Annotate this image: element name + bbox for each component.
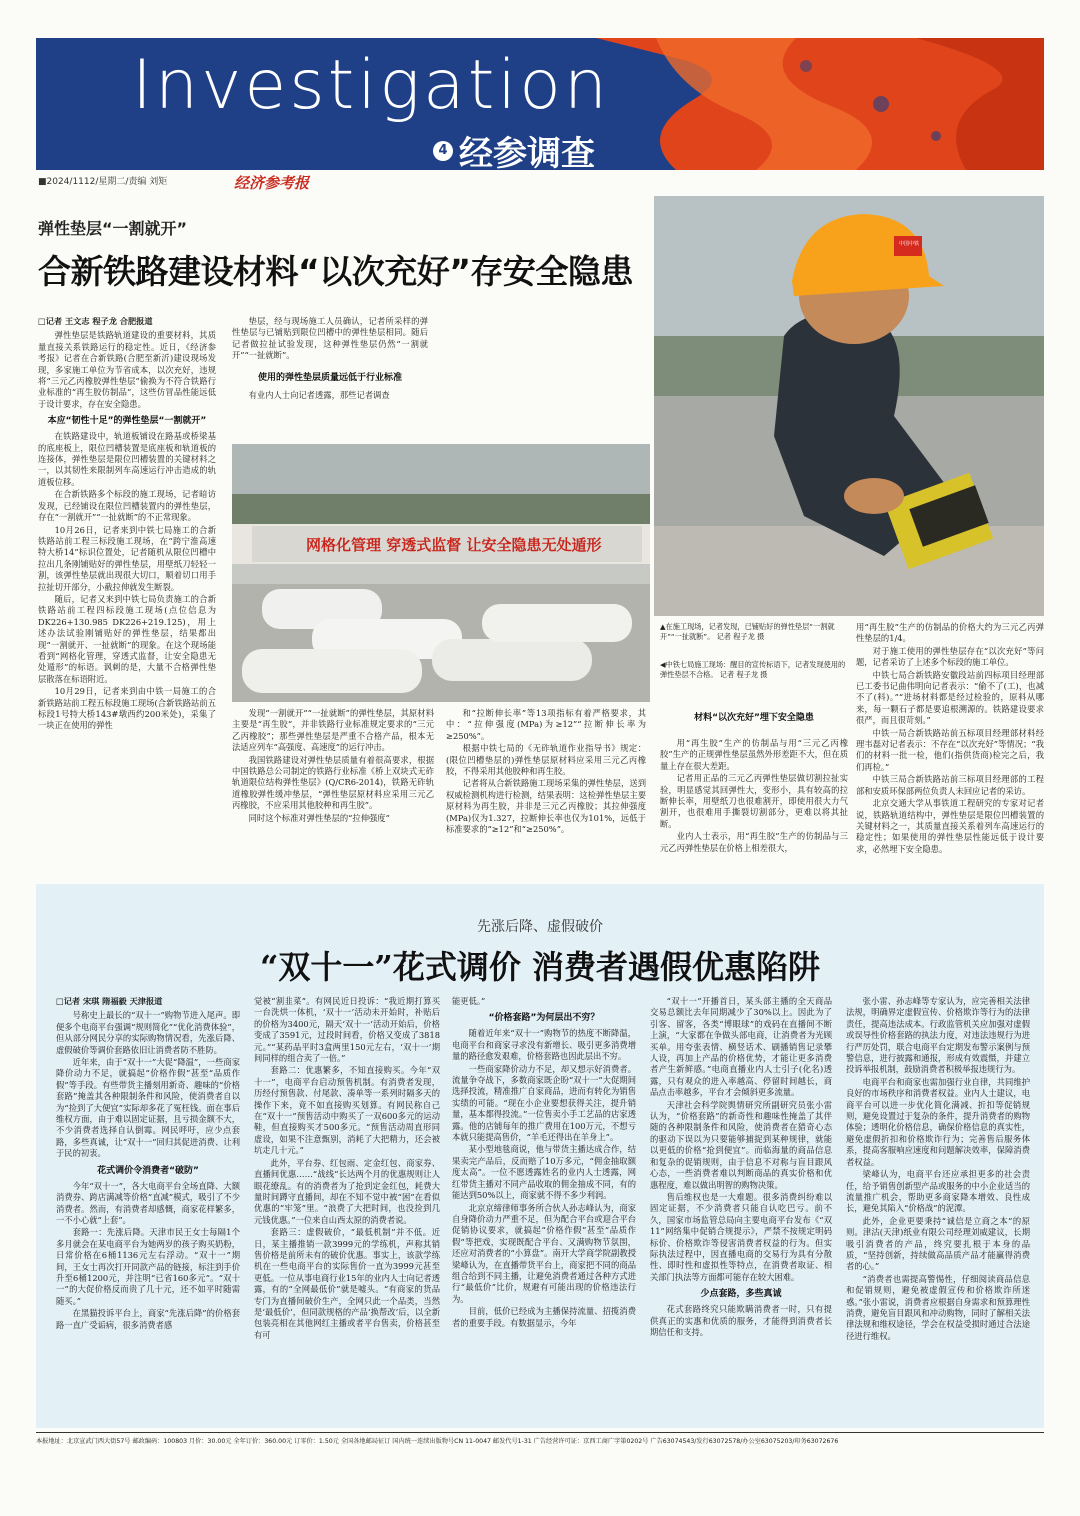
paragraph: 天津社会科学院舆情研究所副研究员张小雷认为，“价格套路”的新奇性和趣味性掩盖了其伴随的各种限制条件和风险，使消费者在猎奇心态的驱动下误以为只要能够捕捉到某种规律，就能以更低的价格“抢到便宜”。而临海量的商品信息和复杂的促销规则，由于信息不对称与盲目跟风心态，一些消费者难以判断商品的真实价格和优惠程度，难以做出明智的购物决策。: [650, 1099, 832, 1190]
article2-column-2: [254, 996, 440, 1426]
photo-banner: [232, 444, 650, 702]
article1-headline: 合新铁路建设材料“以次充好”存安全隐患: [38, 252, 633, 291]
paragraph: 对于施工使用的弹性垫层存在“以次充好”等问题，记者采访了上述多个标段的施工单位。: [856, 645, 1044, 668]
paragraph: 和“拉断伸长率”等13项指标有着严格要求，其中：“拉伸强度(MPa)为≥12”“拉断伸长率为≥250%”。: [446, 708, 646, 741]
paragraph: 随着近年来“双十一”购物节的热度不断降温，电商平台和商家寻求没有新增长、吸引更多消费增量的路径愈发艰难，价格套路也因此层出不穷。: [452, 1028, 636, 1062]
paragraph: 弹性垫层是铁路轨道建设的重要材料，其质量直接关系铁路运行的稳定性。近日，《经济参考报》记者在合新铁路(合肥至新沂)建设现场发现，多家施工单位为节省成本，以次充好，违规将“三元乙丙橡胶弹性垫层”偷换为不符合铁路行业标准的“再生胶仿制品”，这些仿冒品性能远低于设计要求，存在安全隐患。: [38, 330, 216, 409]
paragraph: 套路三：虚假破价，“最低机制”并不低。近日，某主播推销一款3999元的学练机，声称其销售价格是前所未有的破价优惠。事实上，该款学练机在一些电商平台的实际售价一直为3999元甚至更低。一位从事电商行业15年的业内人士向记者透露，有的“全网最低价”就是嘘头。“有商家的货品专门为直播间破价生产，全网只此一个品类，当然是‘最低价’，但同款规格的产品‘换帮改’后，以全新包装亮相在其他网红主播或者平台售卖，价格甚至有可: [254, 1227, 440, 1340]
article2-column-4: [650, 996, 832, 1426]
paragraph: 觉被“割韭菜”。有网民近日投诉：“我近期打算买一台洗烘一体机，‘双十一’活动未开始时，补贴后的价格为3400元，隔天‘双十一’活动开始后，价格变成了3591元，过段时间看，价格又变成了3818元。”“某药品平时3盒两里150元左右，‘双十一’期间同样的组合卖了一倍。”: [254, 996, 440, 1064]
paragraph: “消费者也需提高警惕性，仔细阅读商品信息和促销规则，避免被虚假宣传和价格欺诈所迷惑。”张小雷说，消费者应根据自身需求和预算理性消费，避免盲目跟风和冲动购物，同时了解相关法律法规和维权途径，学会在权益受损时通过合法途径进行维权。: [846, 1273, 1030, 1341]
paragraph: 梁峰认为，电商平台还应承担更多的社会责任，给予销售创新型产品或服务的中小企业适当的流量推广机会，帮助更多商家降本增效、良性成长，避免其陷入“价格战”的泥潭。: [846, 1169, 1030, 1214]
article2-headline: “双十一”花式调价 消费者遇假优惠陷阱: [260, 948, 820, 986]
paragraph: 号称史上最长的“双十一”购物节进入尾声。即便多个电商平台强调“规则简化”“优化消费体验”，但从部分网民分享的实际购物情况看，先涨后降、虚假破价等调价套路依旧让消费者防不胜防。: [56, 1010, 240, 1055]
paragraph: “双十一”开播首日，某头部主播的全天商品交易总额比去年同期减少了30%以上。因此为了引客、留客，各类“博眼球”的戏码在直播间不断上演，“大家都在争做头部电商，让消费者为光顾买单。用夸张表情、横竖话术、刷播销售记录攀人设，再加上产品的价格优势，才能让更多消费者产生新鲜感。”电商直播业内人士引子(化名)透露，只有观众的进入率越高、停留时间越长，商品点击率越多，平台才会倾斜更多流量。: [650, 996, 832, 1098]
paragraph: 10月26日，记者来到中铁七局施工的合新铁路站前工程三标段施工现场，在“跨宁淮高速特大桥14”标识位置处，记者随机从限位凹槽中拉出几条刚铺贴好的弹性垫层，用壁纸刀轻轻一割，该弹性垫层就出现很大切口，顺着切口用手拉扯切开部分，小截拉伸就发生断裂。: [38, 524, 216, 592]
paragraph: 同时这个标准对弹性垫层的“拉伸强度”: [248, 812, 390, 823]
paragraph: 我国铁路建设对弹性垫层质量有着很高要求，根据中国铁路总公司制定的铁路行业标准《桥上双块式无砟轨道限位结构弹性垫层》(Q/CR6-2014)，铁路无砟轨道橡胶弹性缓冲垫层，“弹性垫层原材料应采用三元乙丙橡胶，不应采用其他胶种和再生胶”。: [232, 754, 434, 811]
paragraph: 售后维权也是一大难题。很多消费纠纷难以固定证据，不少消费者只能自认吃巴亏。前不久，国家市场监管总局向主要电商平台发布《“双11”网络集中促销合规提示》，严禁不按规定明码标价、价格欺诈等侵害消费者权益的行为。但实际执法过程中，因直播电商的交易行为具有分散性、即时性和虚拟性等特点，在消费者取证、相关部门执法等方面都可能存在较大困难。: [650, 1191, 832, 1282]
banner-slogan: 网格化管理 穿透式监督 让安全隐患无处遁形: [306, 536, 602, 554]
paragraph: 记者将从合新铁路施工现场采集的弹性垫层，送到权威检测机构进行检测，结果表明：这检弹性垫层主要原材料为再生胶，并非是三元乙丙橡胶；其拉伸强度(MPa)仅为1.327，拉断伸长率也仅为101%，远低于标准要求的“≥12”和“≥250%”。: [446, 778, 646, 835]
paragraph: 某小型地毯商说，他与带货主播达成合作，结果卖完产品后，反而赔了10万多元，“佣金抽取额度太高”。一位不愿透露姓名的业内人士透露，网红带货主播对不同产品收取的佣金抽成不同，有的能达到50%以上，商家就不得不多少利润。: [452, 1144, 636, 1201]
article2-kicker: 先涨后降、虚假破价: [477, 919, 603, 935]
paragraph: 花式套路终究只能欺瞒消费者一时，只有提供真正的实惠和优质的服务，才能得到消费者长期信任和支持。: [650, 1304, 832, 1337]
photo-caption-2: ◀中铁七局施工现场：醒目的宣传标语下，记者发现使用的弹性垫层不合格。 记者 程子龙 摄: [660, 660, 846, 679]
paragraph: 北京京缔律师事务所合伙人孙志峰认为，商家自身降价动力严重不足，但为配合平台或迎合平台促销协议要求，就搞起“价格作假”甚至“品质作假”等把戏，实现既配合平台、又满购物节氛围，还应对消费者的“小算盘”。南开大学商学院副教授梁峰认为，在直播带货平台上，商家把不同的商品组合给到不同主播，让避免消费者通过各种方式进行“最低价”比价，规避有可能出现的价格违法行为。: [452, 1202, 636, 1304]
paragraph: 电商平台和商家也需加强行业自律，共同维护良好的市场秩序和消费者权益。业内人士建议，电商平台可以进一步优化简化满减、折扣等促销规则，避免设置过于复杂的条件，提升消费者的购物体验；透明化价格信息，确保价格信息的真实性，避免虚假折扣和价格欺诈行为；完善售后服务体系，提高客服响应速度和问题解决效率，保障消费者权益。: [846, 1076, 1030, 1167]
paragraph: 目前，低价已经成为主播保持流量、招揽消费者的重要手段。有数据显示，今年: [452, 1306, 636, 1328]
paragraph: 在铁路建设中，轨道板铺设在路基或桥梁基的底座板上，限位凹槽装置是底座板和轨道板的连接体，弹性垫层是限位凹槽装置的关键材料之一，以其韧性来限制列车高速运行冲击造成的轨道板位移。: [38, 431, 216, 487]
article2-column-3: [452, 996, 636, 1426]
article2-column-1: [56, 996, 240, 1426]
article2-byline: □记者 宋琪 隋福毅 天津报道: [56, 996, 163, 1006]
subheading: 本应“韧性十足”的弹性垫层“一割就开”: [47, 416, 207, 427]
paragraph: 中铁三局合新铁路站前三标项目经理部的工程部和安质环保部两位负责人未回应记者的采访。: [856, 774, 1044, 796]
photo-worker-art: [654, 196, 1044, 616]
subheading: 使用的弹性垫层质量远低于行业标准: [257, 372, 402, 383]
paragraph: 业内人士表示，用“再生胶”生产的仿制品与三元乙丙弹性垫层在价格上相差很大，: [660, 831, 848, 853]
paragraph: 北京交通大学从事铁道工程研究的专家对记者说，铁路轨道结构中，弹性垫层是限位凹槽装置的关键材料之一，其质量直接关系着列车高速运行的稳定性；如果使用的弹性垫层性能远低于设计要求，必然埋下安全隐患。: [856, 798, 1044, 854]
section-title: 经参调查: [459, 134, 595, 170]
footer-rule: [36, 1432, 1044, 1433]
paragraph: 近年来，由于“双十一”大促“降温”，一些商家降价动力不足，就搞起“价格作假”甚至“品质作假”等手段。有些带货主播刻用新奇、趣味的“价格套路”掩盖其各种限制条件和风险，使消费者自以为“捡到了大便宜”实际却多花了冤枉钱。面在事后维权方面，由于难以固定证据，且亏损金额不大，不少消费者选择自认倒霉。网民呼吁，应少点套路，多些真诚，让“双十一”回归其促进消费、让利于民的初衷。: [56, 1057, 240, 1159]
paragraph: 中铁七局合新铁路安徽段站前四标项目经理部已工委书记曲伟明向记者表示：“偷不了(工)，也减不了(料)。”“进场材料都是经过检验的，原料从哪来，每一颗石子都是要追根溯源的。铁路建设要求很严，而且很苛刻。”: [856, 669, 1044, 726]
paper-logo: 经济参考报: [234, 174, 310, 192]
article1-column-2-top: [232, 316, 428, 438]
subheading: “价格套路”为何层出不穷？: [488, 1013, 600, 1024]
paragraph: 垫层，经与现场施工人员确认，记者所采样的弹性垫层与已铺贴到限位凹槽中的弹性垫层相同。随后记者做拉扯试验发现，这种弹性垫层仍然“一割就开”“一扯就断”。: [232, 316, 428, 361]
paragraph: 今年“双十一”，各大电商平台全场直降、大额消费券、跨店满减等价格“直减”模式，吸引了不少消费者。然而，有消费者却感慨，商家花样繁多，一不小心就“上套”。: [56, 1180, 240, 1225]
article1-byline: □记者 王文志 程子龙 合肥报道: [38, 316, 153, 326]
photo-banner-art: [232, 444, 650, 702]
article1-kicker: 弹性垫层“一割就开”: [38, 219, 188, 238]
subheading: 材料“以次充好”埋下安全隐患: [694, 713, 814, 723]
paragraph: 10月29日，记者来到由中铁一局施工的合新铁路站前工程五标段施工现场(合新铁路站前五标段1号特大桥143#墩西约200米处)，采集了一块正在使用的弹性: [38, 686, 216, 731]
footer-info: 本报地址：北京宣武门西大街57号 邮政编码：100803 月价：30.00元 全年订价：360.00元 订零价：1.50元 全国各地邮局征订 国内统一连续出版物号CN 11-0047 邮发代号1-31 广告经营许可证：京西工商广字第0202号 广告63074543/发行63072578/办公室63075203/印务63072676: [36, 1438, 839, 1445]
page-number: 4: [433, 141, 453, 161]
article2-column-5: [846, 996, 1030, 1426]
masthead-word: Investigation: [132, 46, 610, 125]
subheading: 花式调价令消费者“破防”: [97, 1165, 199, 1176]
paragraph: 随后，记者又来到中铁七局负责施工的合新铁路站前工程四标段施工现场(点位信息为DK226+130.985 DK226+219.125)，用上述办法试验刚铺贴好的弹性垫层，结果都出现“一割就开、一扯就断”的现象。在这个现场能看到“网格化管理，穿透式监督，让安全隐患无处遁形”的标语。讽刺的是，大量不合格弹性垫层散落在标语附近。: [38, 593, 216, 684]
paragraph: 此外，平台券、红包雨、定金红包、商家券、直播间优惠……“战线”长达两个月的优惠规则让人眼花缭乱。有的消费者为了抢到定金红包，耗费大量时间蹲守直播间，却在不知不觉中被“困”在看似优惠的“牢笼”里。“浪费了大把时间，也没捡到几元钱优惠。”一位来自山西太原的消费者说。: [254, 1157, 440, 1225]
photo-worker: [654, 196, 1044, 616]
paragraph: 根据中铁七局的《无砟轨道作业指导书》规定：(限位凹槽垫层的)弹性垫层原材料应采用三元乙丙橡胶，不得采用其他胶种和再生胶。: [446, 743, 646, 777]
paragraph: 发现“一割就开”“一扯就断”的弹性垫层，其原材料主要是“再生胶”，并非铁路行业标准规定要求的“三元乙丙橡胶”；那些弹性垫层是严重不合格产品，根本无法适应列车“高强度、高速度”的运行冲击。: [232, 708, 434, 753]
paragraph: 套路一：先涨后降。天津市民王女士每隔1个多月就会在某电商平台为她两岁的孩子购买奶粉，日常价格在6桶1136元左右浮动。“双十一”期间，王女士再次打开同款产品的链接，标注到手价升至6桶1200元，并注明“已省160多元”。“双十一”的大促价格反而贵了几十元，还不如平时随需随买。”: [56, 1227, 240, 1306]
paragraph: 能更低。”: [452, 996, 486, 1006]
paragraph: 一些商家降价动力不足，却又想示好消费者。流量争夺战下，多数商家既企盼“双十一”大促期间选择投流，精准推广自家商品，进而有转化为销售实绩的可能。“现在小企业要想获得关注，提升销量，基本都得投流。”一位售卖小手工艺品的店家透露。他的店铺每年的推广费用在100万元，不想亏本就只能提高售价，“羊毛还得出在羊身上”。: [452, 1063, 636, 1143]
photo-caption-1: ▲在施工现场，记者发现，已铺贴好的弹性垫层“一割就开”“一扯就断”。 记者 程子龙 摄: [660, 622, 835, 641]
paragraph: 中铁一局合新铁路站前五标项目经理部材料经理韦磊对记者表示：不存在“以次充好”等情况；“我们的材料一批一检，他们(指供货商)检完之后，我们再检。”: [856, 727, 1044, 772]
paragraph: 在黑猫投诉平台上，商家“先涨后降”的价格套路一直广受诟病，很多消费者感: [56, 1308, 240, 1330]
paragraph: 记者用正品的三元乙丙弹性垫层做切割拉扯实验，明显感觉其回弹性大，变形小，具有较高的拉断伸长率，用壁纸刀也很难割开，即使用很大力气割开，也很难用手撕裂切割部分，更难以将其扯断。: [660, 773, 848, 829]
date-line: ■2024/1112/星期二/责编 刘矩: [38, 177, 168, 187]
paragraph: 在合新铁路多个标段的施工现场，记者暗访发现，已经铺设在限位凹槽装置内的弹性垫层，存在“一割就开”“一扯就断”的不正常现象。: [38, 489, 216, 523]
paragraph: 套路二：优惠繁多，不知直接购买。今年“双十一”，电商平台启动预售机制。有消费者发现，历经付预售款、付尾款、凑单等一系列时隔多天的操作下来，竟不如直接购买划算。有网民称自己在“双十一”预售活动中购买了一双600多元的运动鞋，但直接购买才500多元。“预售活动周直形同虚设，如果不注意甄别，消耗了大把精力，还会被坑走几十元。”: [254, 1065, 440, 1156]
paragraph: 张小雷、孙志峰等专家认为，应完善相关法律法规，明确界定虚假宣传、价格欺诈等行为的法律责任，提高违法成本。行政监管机关应加强对虚假或误导性价格套路的执法力度，对违法违规行为进行严厉处罚，联合电商平台定期发布警示案例与预警信息，进行披露和通报，形成有效震慑，并建立投诉举报机制，鼓励消费者积极举报违规行为。: [846, 996, 1030, 1075]
masthead: [36, 38, 1044, 170]
article1-column-1: [38, 316, 216, 950]
subheading: 少点套路，多些真诚: [700, 1289, 782, 1300]
paragraph: 用“再生胶”生产的仿制品的价格大约为三元乙丙弹性垫层的1/4。: [856, 622, 1044, 644]
paragraph: 用“再生胶”生产的仿制品与用“三元乙丙橡胶”生产的正规弹性垫层虽然外形差距不大，但在质量上存在很大差距。: [660, 738, 848, 771]
paragraph: 有业内人士向记者透露，那些记者调查: [248, 389, 390, 400]
helmet-label: 中国中铁: [899, 241, 920, 247]
paragraph: 此外，企业更要秉持“诚信是立商之本”的原则。津沽(天津)纸业有限公司经理刘威建议，长期吸引消费者的产品，终究要扎根于本身的品质，“坚持创新，持续做高品质产品才能赢得消费者的心。”: [846, 1215, 1030, 1272]
